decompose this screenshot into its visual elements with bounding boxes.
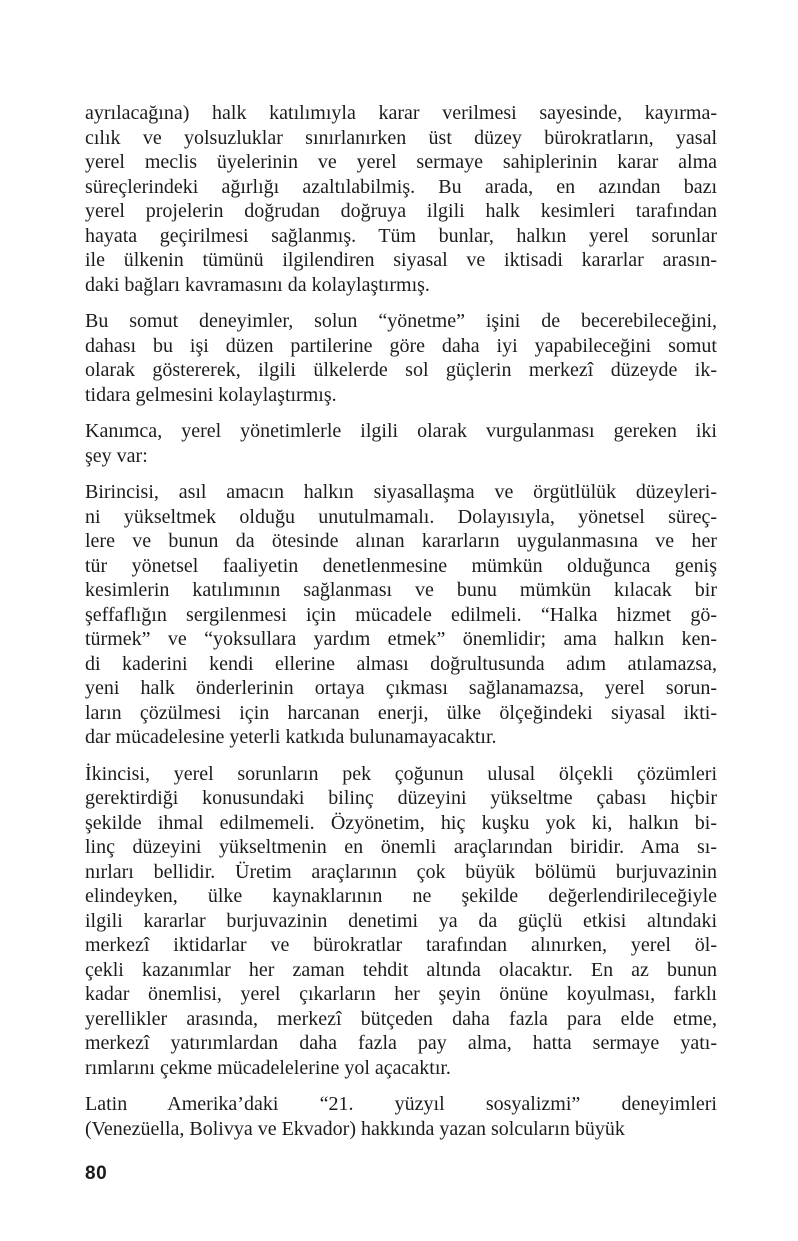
- page-number: 80: [85, 1163, 108, 1184]
- text-line: süreçlerindeki ağırlığı azaltılabilmiş. Bu arada, en azından bazı: [85, 175, 717, 198]
- paragraph: [85, 1092, 717, 1141]
- text-line: ni yükseltmek olduğu unutulmamalı. Dolayısıyla, yönetsel süreç-: [85, 505, 717, 528]
- text-line: di kaderini kendi ellerine alması doğrultusunda adım atılamazsa,: [85, 652, 717, 675]
- text-line: gerektirdiği konusundaki bilinç düzeyini yükseltme çabası hiçbir: [85, 787, 717, 809]
- text-line: türmek” ve “yoksullara yardım etmek” önemlidir; ama halkın ken-: [85, 628, 717, 650]
- text-line: Kanımca, yerel yönetimlerle ilgili olarak vurgulanması gereken iki: [85, 420, 717, 442]
- text-line: yeni halk önderlerinin ortaya çıkması sağlanamazsa, yerel sorun-: [85, 677, 717, 699]
- text-line: lere ve bunun da ötesinde alınan kararların uygulanmasına ve her: [85, 530, 717, 552]
- paragraph: [85, 419, 717, 468]
- text-line: kesimlerin katılımının sağlanması ve bunu mümkün kılacak bir: [85, 579, 717, 601]
- text-line: Bu somut deneyimler, solun “yönetme” işini de becerebileceğini,: [85, 310, 717, 332]
- text-line: Birincisi, asıl amacın halkın siyasallaşma ve örgütlülük düzeyleri-: [85, 481, 717, 503]
- text-line: olarak göstererek, ilgili ülkelerde sol güçlerin merkezî düzeyde ik-: [85, 359, 717, 381]
- text-line: şey var:: [85, 444, 148, 467]
- text-line: Latin Amerika’daki “21. yüzyıl sosyalizmi” deneyimleri: [85, 1093, 717, 1115]
- text-line: şekilde ihmal edilmemeli. Özyönetim, hiç kuşku yok ki, halkın bi-: [85, 811, 717, 834]
- text-line: cılık ve yolsuzluklar sınırlanırken üst düzey bürokratların, yasal: [85, 126, 717, 149]
- text-line: ayrılacağına) halk katılımıyla karar verilmesi sayesinde, kayırma-: [85, 102, 717, 124]
- text-line: İkincisi, yerel sorunların pek çoğunun ulusal ölçekli çözümleri: [85, 762, 717, 785]
- text-line: tidara gelmesini kolaylaştırmış.: [85, 383, 337, 406]
- text-line: şeffaflığın sergilenmesi için mücadele edilmeli. “Halka hizmet gö-: [85, 603, 717, 626]
- text-line: dar mücadelesine yeterli katkıda bulunamayacaktır.: [85, 726, 497, 748]
- text-line: merkezî yatırımlardan daha fazla pay alma, hatta sermaye yatı-: [85, 1032, 717, 1054]
- text-line: nırları bellidir. Üretim araçlarının çok büyük bölümü burjuvazinin: [85, 860, 717, 883]
- text-line: yerel projelerin doğrudan doğruya ilgili halk kesimleri tarafından: [85, 200, 717, 222]
- text-line: çekli kazanımlar her zaman tehdit altında olacaktır. En az bunun: [85, 958, 717, 981]
- text-line: ların çözülmesi için harcanan enerji, ülke ölçeğindeki siyasal ikti-: [85, 701, 717, 724]
- text-line: tür yönetsel faaliyetin denetlenmesine mümkün olduğunca geniş: [85, 554, 717, 577]
- paragraph: [85, 480, 717, 750]
- paragraph: [85, 762, 717, 1081]
- paragraph: [85, 309, 717, 407]
- text-line: ile ülkenin tümünü ilgilendiren siyasal ve iktisadi kararlar arasın-: [85, 249, 717, 271]
- text-line: yerellikler arasında, merkezî bütçeden daha fazla para elde etme,: [85, 1007, 717, 1030]
- paragraph: [85, 101, 717, 297]
- text-line: daki bağları kavramasını da kolaylaştırmış.: [85, 273, 430, 296]
- text-line: merkezî iktidarlar ve bürokratlar tarafından alınırken, yerel öl-: [85, 934, 717, 956]
- text-line: yerel meclis üyelerinin ve yerel sermaye sahiplerinin karar alma: [85, 151, 717, 173]
- text-line: hayata geçirilmesi sağlanmış. Tüm bunlar, halkın yerel sorunlar: [85, 224, 717, 247]
- text-line: ilgili kararlar burjuvazinin denetimi ya da güçlü etkisi altındaki: [85, 909, 717, 932]
- text-line: elindeyken, ülke kaynaklarının ne şekilde değerlendirileceğiyle: [85, 885, 717, 907]
- text-line: dahası bu işi düzen partilerine göre daha iyi yapabileceğini somut: [85, 334, 717, 357]
- text-line: (Venezüella, Bolivya ve Ekvador) hakkında yazan solcuların büyük: [85, 1117, 625, 1140]
- text-line: rımlarını çekme mücadelelerine yol açacaktır.: [85, 1056, 451, 1079]
- text-line: kadar önemlisi, yerel çıkarların her şeyin önüne koyulması, farklı: [85, 983, 717, 1005]
- text-line: linç düzeyini yükseltmenin en önemli araçlarından biridir. Ama sı-: [85, 836, 717, 858]
- body-text: [85, 101, 717, 1153]
